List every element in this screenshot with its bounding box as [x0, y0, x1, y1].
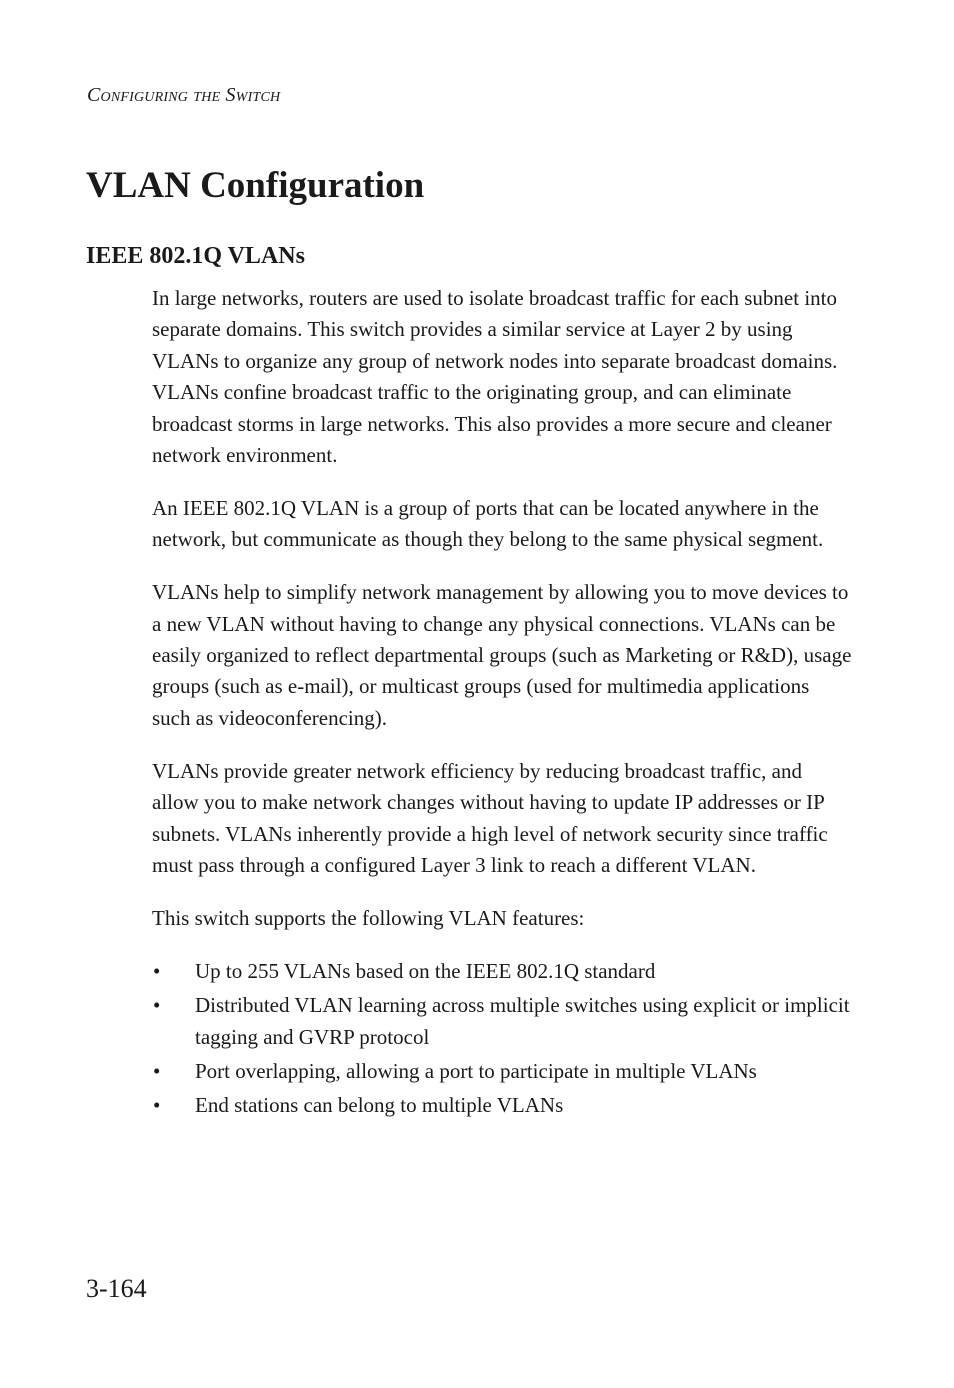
list-item-text: Port overlapping, allowing a port to participate in multiple VLANs — [195, 1059, 757, 1084]
list-item — [152, 1090, 852, 1121]
list-item-text: Distributed VLAN learning across multiple switches using explicit or implicit tagging and GVRP protocol — [195, 993, 850, 1049]
list-item — [152, 990, 852, 1053]
list-item — [152, 956, 852, 987]
list-item — [152, 1056, 852, 1087]
body-text — [152, 283, 852, 1125]
feature-list — [152, 956, 852, 1122]
paragraph: VLANs provide greater network efficiency by reducing broadcast traffic, and allow you to make network changes without having to update IP addresses or IP subnets. VLANs inherently provide a high level of network security since traffic must pass through a configured Layer 3 link to reach a different VLAN. — [152, 758, 828, 877]
page-title: VLAN Configuration — [86, 165, 425, 206]
bullet-icon: • — [153, 1059, 161, 1084]
bullet-icon: • — [153, 958, 161, 983]
paragraph: In large networks, routers are used to isolate broadcast traffic for each subnet into separate domains. This switch provides a similar service at Layer 2 by using VLANs to organize any group of network nodes into separate broadcast domains. VLANs confine broadcast traffic to the originating group, and can eliminate broadcast storms in large networks. This also provides a more secure and cleaner network environment. — [152, 286, 838, 468]
paragraph: An IEEE 802.1Q VLAN is a group of ports that can be located anywhere in the network, but communicate as though they belong to the same physical segment. — [152, 495, 824, 552]
list-item-text: Up to 255 VLANs based on the IEEE 802.1Q standard — [195, 958, 656, 983]
section-title: IEEE 802.1Q VLANs — [86, 243, 305, 269]
bullet-icon: • — [153, 993, 161, 1018]
list-item-text: End stations can belong to multiple VLANs — [195, 1093, 564, 1118]
paragraph: VLANs help to simplify network management by allowing you to move devices to a new VLAN without having to change any physical connections. VLANs can be easily organized to reflect departmental groups (such as Marketing or R&D), usage groups (such as e-mail), or multicast groups (used for multimedia applications such as videoconferencing). — [152, 580, 852, 730]
bullet-icon: • — [153, 1093, 161, 1118]
running-header: Configuring the Switch — [87, 84, 281, 106]
paragraph: This switch supports the following VLAN features: — [152, 905, 585, 930]
page-number: 3-164 — [86, 1274, 147, 1303]
